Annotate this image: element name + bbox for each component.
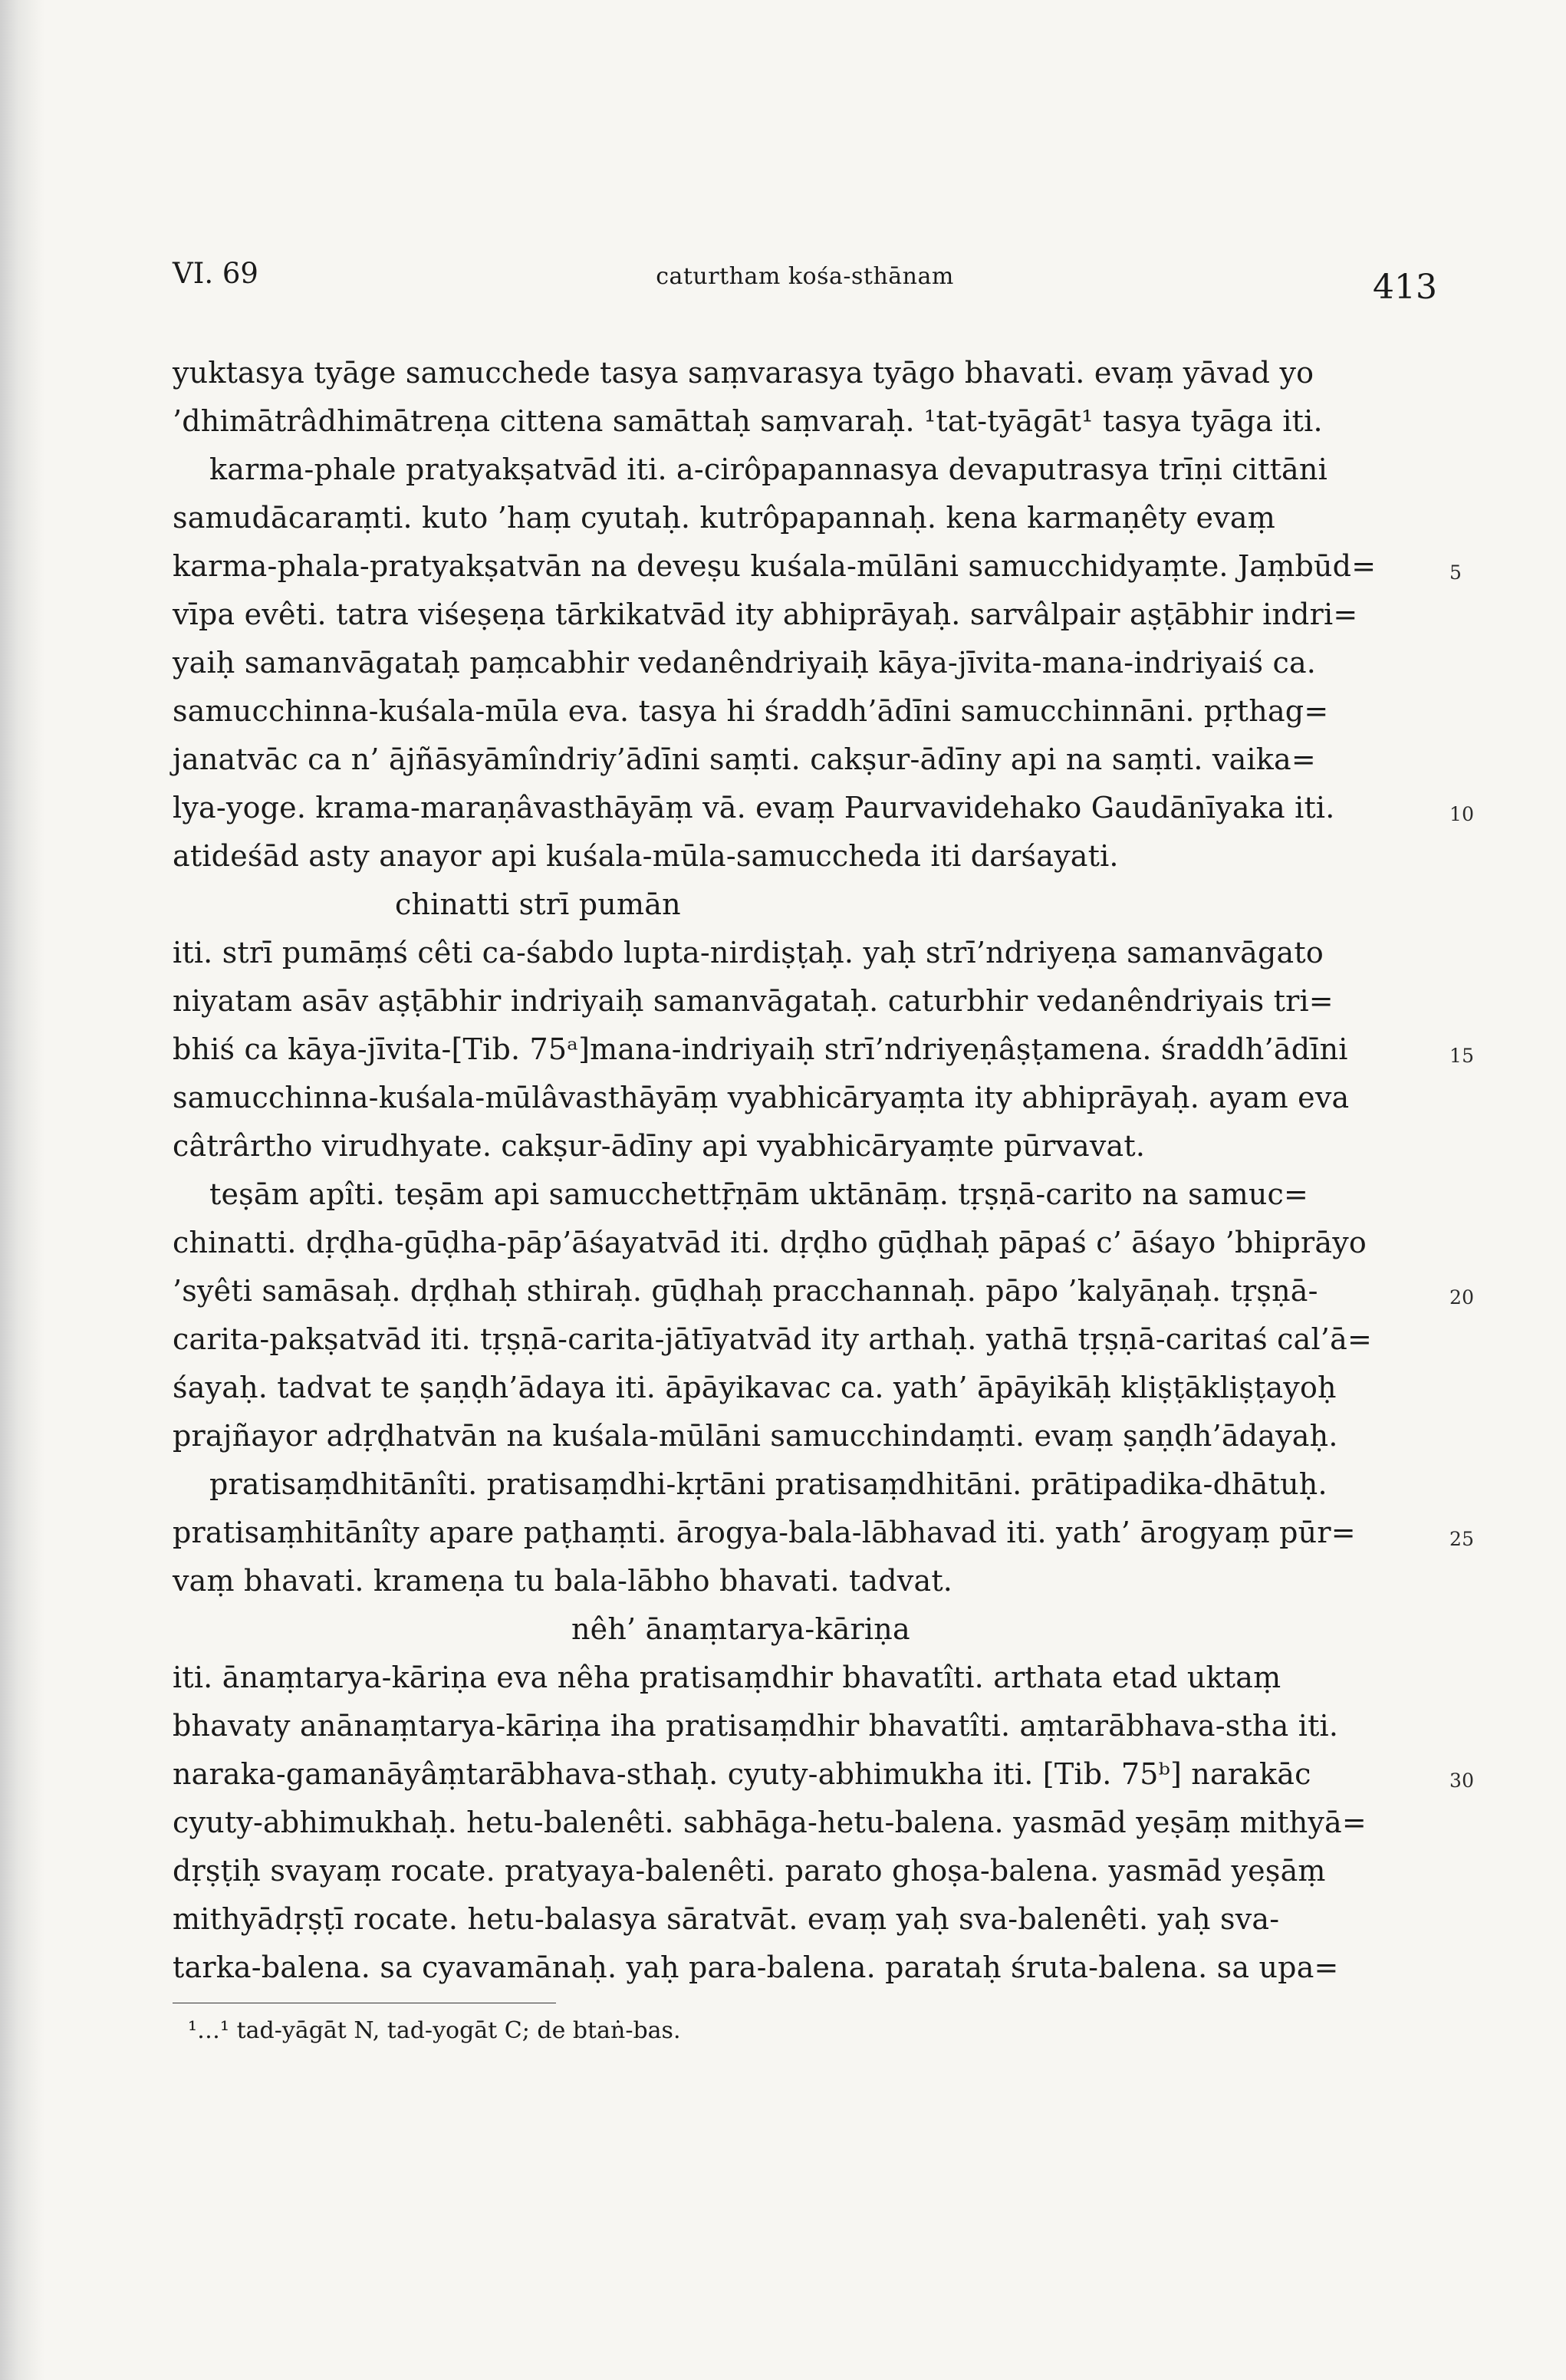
text-line xyxy=(173,1315,1429,1364)
running-title: caturtham kośa-sthānam xyxy=(656,263,954,290)
text-line xyxy=(173,977,1429,1025)
text-line xyxy=(173,832,1429,881)
text-line-content: câtrârtho virudhyate. cakṣur-ādīny api vyabhicāryaṃte pūrvavat. xyxy=(173,1129,1146,1163)
text-line-content: carita-pakṣatvād iti. tṛṣṇā-carita-jātīyatvād ity arthaḥ. yathā tṛṣṇā-caritaś cal’ā= xyxy=(173,1322,1372,1356)
text-line xyxy=(173,929,1429,977)
text-line xyxy=(173,736,1429,784)
text-line xyxy=(173,1847,1429,1895)
text-line-content: cyuty-abhimukhaḥ. hetu-balenêti. sabhāga-hetu-balena. yasmād yeṣāṃ mithyā= xyxy=(173,1806,1367,1839)
text-line xyxy=(173,1025,1475,1074)
text-line-content: bhiś ca kāya-jīvita-[Tib. 75ᵃ]mana-indriyaiḥ strī’ndriyeṇâṣṭamena. śraddh’ādīni xyxy=(173,1032,1348,1066)
text-line-content: samucchinna-kuśala-mūlâvasthāyāṃ vyabhicāryaṃta ity abhiprāyaḥ. ayam eva xyxy=(173,1081,1350,1114)
line-number: 25 xyxy=(1449,1528,1475,1550)
text-line-content: karma-phale pratyakṣatvād iti. a-cirôpapannasya devaputrasya trīṇi cittāni xyxy=(209,453,1327,486)
text-line-content: lya-yoge. krama-maraṇâvasthāyāṃ vā. evaṃ Paurvavidehako Gaudānīyaka iti. xyxy=(173,791,1335,825)
text-line xyxy=(173,639,1429,687)
text-line-content: vaṃ bhavati. krameṇa tu bala-lābho bhavati. tadvat. xyxy=(173,1564,953,1598)
text-line-content: nêh’ ānaṃtarya-kāriṇa xyxy=(571,1612,910,1646)
text-line-content: chinatti. dṛḍha-gūḍha-pāp’āśayatvād iti. dṛḍho gūḍhaḥ pāpaś c’ āśayo ’bhiprāyo xyxy=(173,1226,1367,1259)
text-line xyxy=(173,494,1429,542)
main-text xyxy=(173,349,1475,2049)
text-line xyxy=(173,397,1429,446)
text-line xyxy=(173,784,1475,832)
text-line-content: ’syêti samāsaḥ. dṛḍhaḥ sthiraḥ. gūḍhaḥ pracchannaḥ. pāpo ’kalyāṇaḥ. tṛṣṇā- xyxy=(173,1274,1318,1308)
running-header xyxy=(173,257,1437,311)
text-line-content: yaiḥ samanvāgataḥ paṃcabhir vedanêndriyaiḥ kāya-jīvita-mana-indriyaiś ca. xyxy=(173,646,1317,680)
text-line xyxy=(173,1074,1429,1122)
text-line xyxy=(173,881,1429,929)
line-number: 20 xyxy=(1449,1286,1475,1309)
text-line xyxy=(173,687,1429,736)
footnote: ¹…¹ tad-yāgāt N, tad-yogāt C; de btaṅ-bas. xyxy=(188,2017,681,2044)
text-line-content: śayaḥ. tadvat te ṣaṇḍh’ādaya iti. āpāyikavac ca. yath’ āpāyikāḥ kliṣṭākliṣṭayoḥ xyxy=(173,1371,1337,1404)
text-line xyxy=(173,1799,1429,1847)
text-line xyxy=(173,591,1429,639)
text-line-content: vīpa evêti. tatra viśeṣeṇa tārkikatvād ity abhiprāyaḥ. sarvâlpair aṣṭābhir indri= xyxy=(173,597,1358,631)
text-line xyxy=(173,542,1462,591)
section-reference: VI. 69 xyxy=(173,257,258,290)
text-line xyxy=(173,1654,1429,1702)
text-line-content: pratisaṃhitānîty apare paṭhaṃti. ārogya-bala-lābhavad iti. yath’ ārogyaṃ pūr= xyxy=(173,1516,1356,1549)
text-line-content: mithyādṛṣṭī rocate. hetu-balasya sāratvāt. evaṃ yaḥ sva-balenêti. yaḥ sva- xyxy=(173,1902,1280,1936)
text-line-content: naraka-gamanāyâṃtarābhava-sthaḥ. cyuty-abhimukha iti. [Tib. 75ᵇ] narakāc xyxy=(173,1757,1311,1791)
text-line-content: yuktasya tyāge samucchede tasya saṃvarasya tyāgo bhavati. evaṃ yāvad yo xyxy=(173,356,1314,390)
text-line xyxy=(173,1122,1429,1170)
text-line-content: niyatam asāv aṣṭābhir indriyaiḥ samanvāgataḥ. caturbhir vedanêndriyais tri= xyxy=(173,984,1334,1018)
text-line xyxy=(173,1267,1475,1315)
text-line-content: samudācaraṃti. kuto ’haṃ cyutaḥ. kutrôpapannaḥ. kena karmaṇêty evaṃ xyxy=(173,501,1275,535)
text-line-content: janatvāc ca n’ ājñāsyāmîndriy’ādīni saṃti. cakṣur-ādīny api na saṃti. vaika= xyxy=(173,742,1316,776)
text-line xyxy=(173,446,1429,494)
text-line-content: prajñayor adṛḍhatvān na kuśala-mūlāni samucchindaṃti. evaṃ ṣaṇḍh’ādayaḥ. xyxy=(173,1419,1338,1453)
text-line xyxy=(173,349,1429,397)
line-number: 30 xyxy=(1449,1769,1475,1792)
text-line xyxy=(173,1944,1429,1992)
text-line xyxy=(173,1170,1429,1219)
text-line-content: pratisaṃdhitānîti. pratisaṃdhi-kṛtāni pratisaṃdhitāni. prātipadika-dhātuḥ. xyxy=(209,1467,1327,1501)
text-line xyxy=(173,1605,1429,1654)
text-line xyxy=(173,1702,1429,1750)
text-line xyxy=(173,1364,1429,1412)
line-number: 15 xyxy=(1449,1045,1475,1067)
page-number: 413 xyxy=(1373,268,1437,307)
line-number: 10 xyxy=(1449,803,1475,825)
text-line-content: tarka-balena. sa cyavamānaḥ. yaḥ para-balena. parataḥ śruta-balena. sa upa= xyxy=(173,1950,1339,1984)
text-line xyxy=(173,1412,1429,1460)
text-line-content: chinatti strī pumān xyxy=(395,887,681,921)
text-line xyxy=(173,1460,1429,1509)
text-line xyxy=(173,1895,1429,1944)
text-line xyxy=(173,1750,1475,1799)
text-line xyxy=(173,1509,1475,1557)
text-line-content: samucchinna-kuśala-mūla eva. tasya hi śraddh’ādīni samucchinnāni. pṛthag= xyxy=(173,694,1329,728)
text-line-content: dṛṣṭiḥ svayaṃ rocate. pratyaya-balenêti. parato ghoṣa-balena. yasmād yeṣāṃ xyxy=(173,1854,1326,1888)
line-number: 5 xyxy=(1449,561,1462,584)
text-line-content: ’dhimātrâdhimātreṇa cittena samāttaḥ saṃvaraḥ. ¹tat-tyāgāt¹ tasya tyāga iti. xyxy=(173,404,1323,438)
text-line-content: karma-phala-pratyakṣatvān na deveṣu kuśala-mūlāni samucchidyaṃte. Jaṃbūd= xyxy=(173,549,1377,583)
text-line xyxy=(173,1219,1429,1267)
book-spine-shadow xyxy=(0,0,44,2380)
text-line xyxy=(173,1557,1429,1605)
text-line-content: iti. ānaṃtarya-kāriṇa eva nêha pratisaṃdhir bhavatîti. arthata etad uktaṃ xyxy=(173,1661,1281,1694)
text-line-content: teṣām apîti. teṣām api samucchettṝṇām uktānāṃ. tṛṣṇā-carito na samuc= xyxy=(209,1177,1309,1211)
text-line-content: iti. strī pumāṃś cêti ca-śabdo lupta-nirdiṣṭaḥ. yaḥ strī’ndriyeṇa samanvāgato xyxy=(173,936,1324,969)
text-line-content: bhavaty anānaṃtarya-kāriṇa iha pratisaṃdhir bhavatîti. aṃtarābhava-stha iti. xyxy=(173,1709,1339,1743)
text-line-content: atideśād asty anayor api kuśala-mūla-samuccheda iti darśayati. xyxy=(173,839,1119,873)
